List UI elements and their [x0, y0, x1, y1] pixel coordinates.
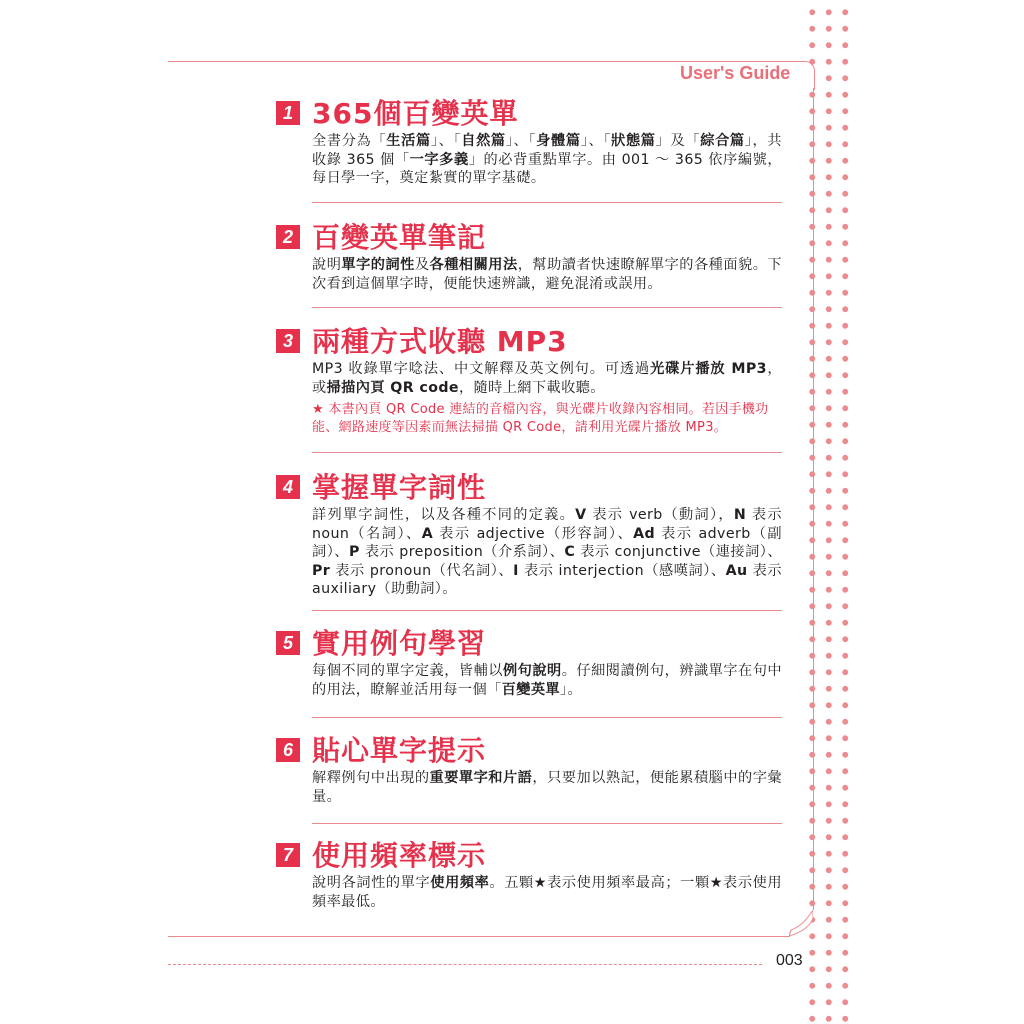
- bold-term: 綜合篇: [700, 133, 745, 149]
- body-text: 表示 auxiliary（助動詞）。: [312, 562, 782, 597]
- bold-term: I: [513, 562, 519, 579]
- section-number-badge: 6: [276, 738, 300, 762]
- section-title: 掌握單字詞性: [312, 471, 487, 504]
- section-body: [312, 256, 782, 293]
- section-number-badge: 2: [276, 225, 300, 249]
- body-text: 表示 adjective（形容詞）、: [433, 525, 634, 542]
- bold-term: Au: [725, 562, 748, 579]
- bold-term: 狀態篇: [611, 133, 656, 149]
- body-text: 」的必背重點單字。由 001 ～ 365 依序編號，每日學一字，奠定紮實的單字基礎。: [312, 151, 782, 186]
- body-text: 」、「: [580, 133, 612, 149]
- section-4: [276, 466, 782, 599]
- bold-term: 生活篇: [386, 133, 431, 149]
- bold-term: 百變英單: [501, 681, 560, 698]
- body-text: 全書分為「: [312, 133, 387, 149]
- body-text: 。五顆★表示使用頻率最高；一顆★表示使用頻率最低。: [312, 875, 782, 910]
- section-heading: [276, 320, 782, 360]
- section-number-badge: 5: [276, 631, 300, 655]
- section-separator: [312, 717, 782, 718]
- body-text: ，幫助讀者快速瞭解單字的各種面貌。下次看到這個單字時，便能快速辨識，避免混淆或誤用。: [312, 257, 782, 292]
- bold-term: V: [575, 507, 587, 523]
- section-separator: [312, 610, 782, 611]
- section-body: [312, 132, 782, 188]
- body-text: 」。: [560, 681, 583, 698]
- bold-term: 光碟片播放 MP3: [650, 361, 767, 377]
- section-heading: [276, 466, 782, 506]
- section-body: [312, 662, 782, 699]
- section-title: 365個百變英單: [312, 97, 519, 130]
- body-text: 表示 pronoun（代名詞）、: [330, 562, 514, 579]
- bold-term: 身體篇: [536, 133, 581, 149]
- section-separator: [312, 202, 782, 203]
- section-number-badge: 4: [276, 475, 300, 499]
- section-separator: [312, 823, 782, 824]
- section-title: 貼心單字提示: [312, 734, 487, 767]
- bold-term: 單字的詞性: [341, 257, 415, 273]
- body-text: 表示 conjunctive（連接詞）、: [575, 544, 782, 560]
- page-frame-top: [168, 61, 804, 62]
- section-1: [276, 92, 782, 188]
- section-body: [312, 360, 782, 397]
- body-text: ，只要加以熟記，便能累積腦中的字彙量。: [312, 770, 783, 805]
- section-body: [312, 769, 782, 806]
- bold-term: Ad: [633, 525, 656, 542]
- section-3: [276, 320, 782, 436]
- bold-term: 例句說明: [502, 663, 562, 679]
- body-text: 及: [414, 257, 430, 273]
- bold-term: N: [733, 507, 747, 523]
- section-title: 使用頻率標示: [312, 839, 487, 872]
- bold-term: 一字多義: [409, 151, 469, 168]
- section-5: [276, 622, 782, 699]
- footer-dashed-line: [168, 964, 762, 965]
- section-title: 實用例句學習: [312, 627, 487, 660]
- section-number-badge: 7: [276, 843, 300, 867]
- section-heading: [276, 622, 782, 662]
- bold-term: 掃描內頁 QR code: [326, 379, 459, 396]
- qr-code-note: ★ 本書內頁 QR Code 連結的音檔內容，與光碟片收錄內容相同。若因手機功能、網路速度等因素而無法掃描 QR Code，請利用光碟片播放 MP3。: [312, 402, 769, 435]
- section-separator: [312, 307, 782, 308]
- section-title: 兩種方式收聽 MP3: [312, 325, 568, 358]
- body-text: 」及「: [655, 133, 701, 149]
- page-frame-right: [813, 88, 814, 910]
- body-text: 每個不同的單字定義，皆輔以: [312, 663, 503, 679]
- section-heading: [276, 834, 782, 874]
- page-frame-corner: [786, 61, 815, 90]
- body-text: 解釋例句中出現的: [312, 770, 430, 786]
- section-2: [276, 216, 782, 293]
- body-text: 表示 preposition（介系詞）、: [359, 544, 565, 560]
- section-heading: [276, 729, 782, 769]
- bold-term: Pr: [312, 562, 331, 579]
- section-number-badge: 3: [276, 329, 300, 353]
- section-title: 百變英單筆記: [312, 221, 487, 254]
- body-text: 」、「: [430, 133, 462, 149]
- page-number: 003: [776, 952, 803, 969]
- section-body: [312, 874, 782, 911]
- bold-term: 使用頻率: [430, 875, 490, 891]
- section-7: [276, 834, 782, 911]
- section-6: [276, 729, 782, 806]
- page-fold-icon: [789, 910, 813, 936]
- decorative-dot-column: [804, 0, 854, 1024]
- body-text: 詳列單字詞性，以及各種不同的定義。: [312, 507, 576, 523]
- body-text: 表示 interjection（感嘆詞）、: [518, 562, 726, 579]
- guide-title: User's Guide: [680, 63, 791, 83]
- body-text: 說明各詞性的單字: [312, 875, 431, 891]
- section-number-badge: 1: [276, 101, 300, 125]
- page-frame-bottom: [168, 936, 790, 937]
- body-text: 表示 adverb（副詞）、: [312, 525, 782, 560]
- bold-term: 各種相關用法: [429, 257, 518, 273]
- bold-term: P: [349, 544, 360, 560]
- section-heading: [276, 216, 782, 256]
- body-text: ，隨時上網下載收聽。: [458, 379, 605, 396]
- bold-term: C: [564, 544, 576, 560]
- body-text: 。仔細閱讀例句，辨識單字在句中的用法，瞭解並活用每一個「: [312, 663, 782, 698]
- bold-term: 自然篇: [461, 133, 506, 149]
- body-text: 說明: [312, 257, 342, 273]
- bold-term: A: [421, 525, 434, 542]
- body-text: 表示 verb（動詞），: [586, 507, 734, 523]
- body-text: 表示 noun（名詞）、: [312, 507, 782, 542]
- section-heading: [276, 92, 782, 132]
- section-body: [312, 506, 782, 599]
- section-separator: [312, 452, 782, 453]
- body-text: ，或: [312, 361, 783, 396]
- body-text: MP3 收錄單字唸法、中文解釋及英文例句。可透過: [312, 361, 651, 377]
- body-text: 」、「: [505, 133, 537, 149]
- body-text: 」，共收錄 365 個「: [312, 133, 782, 168]
- bold-term: 重要單字和片語: [429, 770, 533, 786]
